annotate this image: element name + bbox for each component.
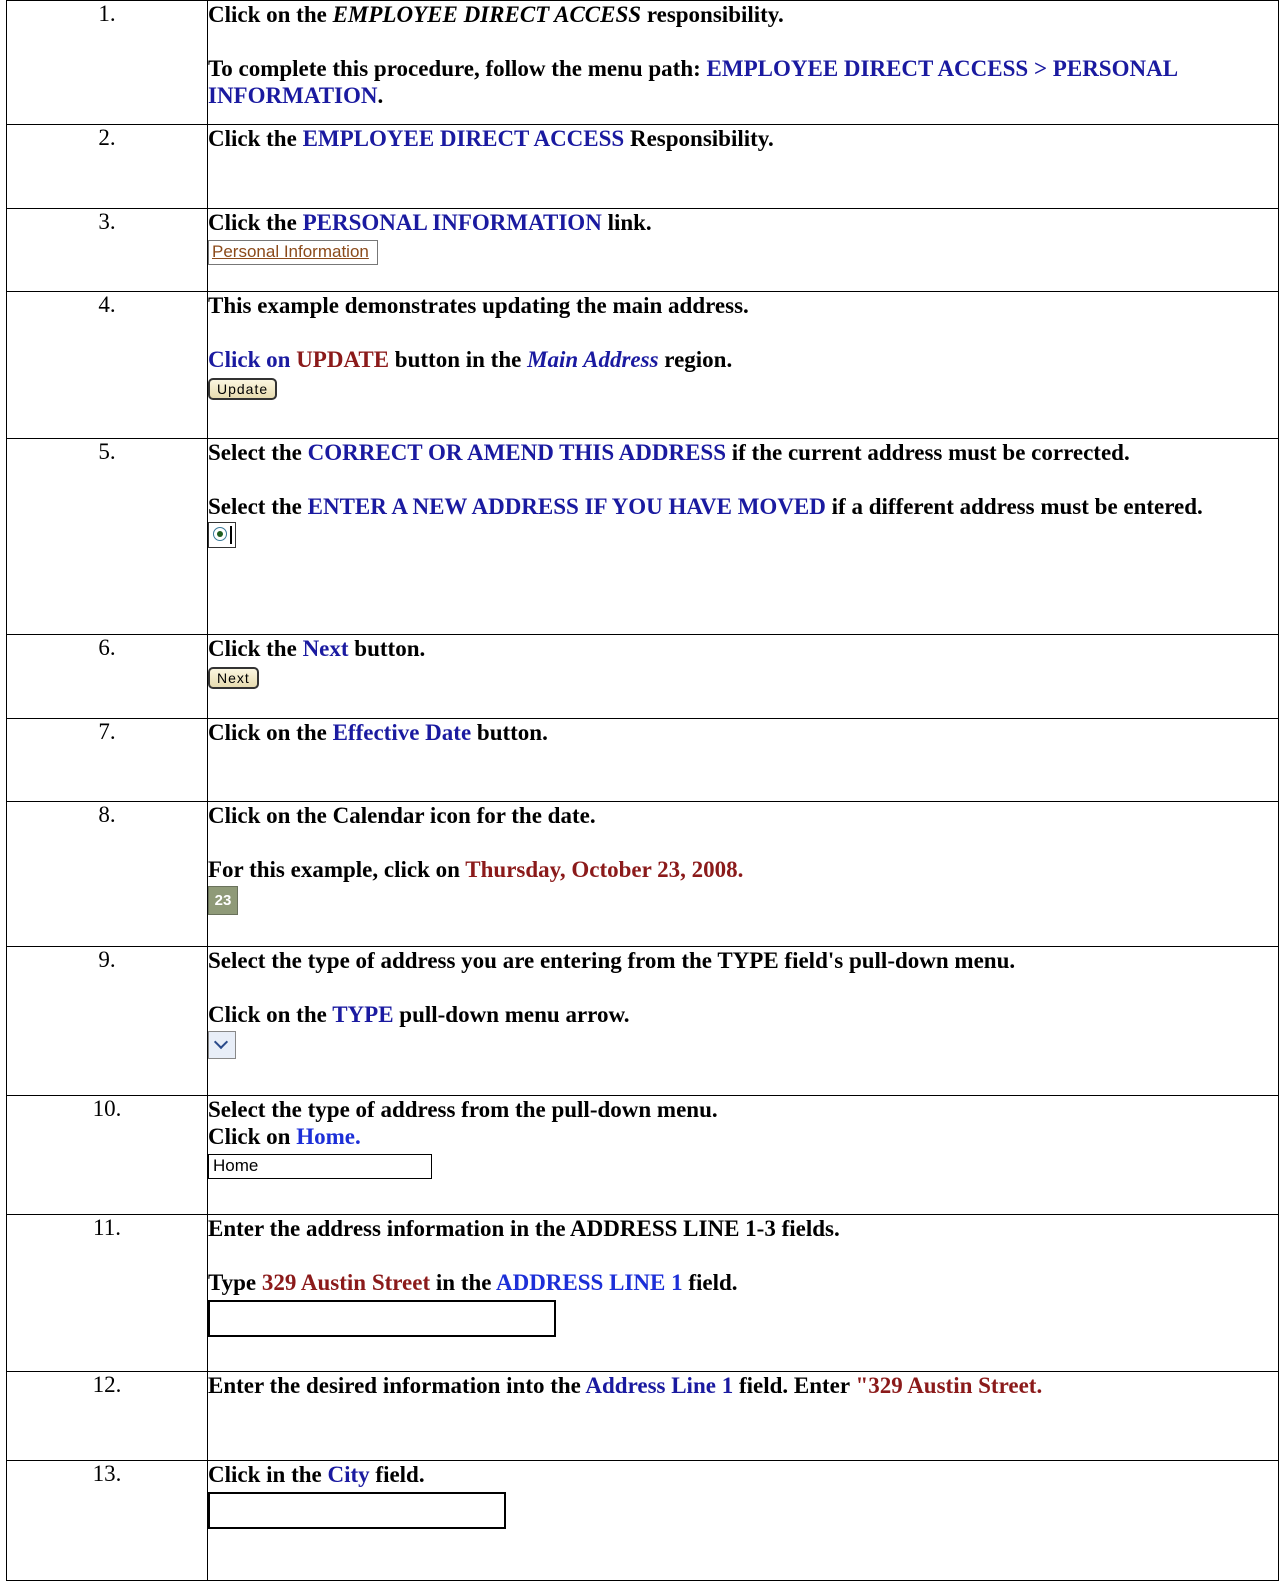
- option-name: CORRECT OR AMEND THIS ADDRESS: [307, 440, 726, 465]
- step-row: [7, 1461, 1279, 1581]
- step-instructions: [208, 1461, 1279, 1581]
- text: Click in the: [208, 1462, 328, 1487]
- step-number: 8.: [7, 802, 208, 947]
- step-row: [7, 1215, 1279, 1372]
- step-number: 5.: [7, 439, 208, 635]
- text: Type: [208, 1270, 262, 1295]
- personal-information-link[interactable]: Personal Information: [208, 240, 378, 265]
- text: Click on the Calendar icon for the date.: [208, 803, 596, 828]
- field-name: City: [327, 1462, 370, 1487]
- text: Click on the: [208, 2, 333, 27]
- button-name: UPDATE: [296, 347, 390, 372]
- step-instructions: [208, 802, 1279, 947]
- text: To complete this procedure, follow the menu path:: [208, 56, 707, 81]
- calendar-day-icon[interactable]: 23: [208, 886, 238, 915]
- step-number: 6.: [7, 635, 208, 719]
- step-instructions: [208, 292, 1279, 439]
- text: Click the: [208, 210, 303, 235]
- step-instructions: [208, 1, 1279, 125]
- text: responsibility.: [641, 2, 784, 27]
- step-row: [7, 1372, 1279, 1461]
- home-option[interactable]: Home: [208, 1154, 432, 1179]
- step-row: [7, 209, 1279, 292]
- menu-path: EMPLOYEE DIRECT ACCESS > PERSONAL INFORMATION: [208, 56, 1177, 108]
- text: Responsibility.: [624, 126, 774, 151]
- text: button.: [348, 636, 426, 661]
- text: Click on: [208, 347, 297, 372]
- step-row: [7, 1, 1279, 125]
- field-name: Address Line 1: [585, 1373, 734, 1398]
- dropdown-arrow-icon[interactable]: [208, 1031, 236, 1059]
- text: Select the type of address from the pull-down menu.: [208, 1097, 718, 1122]
- step-row: [7, 125, 1279, 209]
- field-name: ADDRESS LINE 1: [495, 1270, 683, 1295]
- step-row: [7, 947, 1279, 1096]
- step-instructions: [208, 719, 1279, 802]
- link-name: PERSONAL INFORMATION: [302, 210, 602, 235]
- step-instructions: [208, 1372, 1279, 1461]
- step-number: 7.: [7, 719, 208, 802]
- responsibility-name: EMPLOYEE DIRECT ACCESS: [332, 2, 642, 27]
- step-number: 11.: [7, 1215, 208, 1372]
- text: Enter the address information in the ADDRESS LINE 1-3 fields.: [208, 1216, 840, 1241]
- step-number: 12.: [7, 1372, 208, 1461]
- text: field.: [369, 1462, 425, 1487]
- step-instructions: [208, 209, 1279, 292]
- step-instructions: [208, 947, 1279, 1096]
- update-button[interactable]: Update: [208, 378, 277, 400]
- text: Enter the desired information into the: [208, 1373, 586, 1398]
- text: if a different address must be entered.: [825, 494, 1203, 519]
- step-row: [7, 1096, 1279, 1215]
- step-instructions: [208, 439, 1279, 635]
- text: pull-down menu arrow.: [393, 1002, 630, 1027]
- input-value: 329 Austin Street: [261, 1270, 431, 1295]
- text: field.: [682, 1270, 738, 1295]
- step-row: [7, 439, 1279, 635]
- text: Select the: [208, 440, 308, 465]
- address-line-1-input[interactable]: [208, 1300, 556, 1337]
- text: Click on the: [208, 720, 333, 745]
- text: Click the: [208, 126, 303, 151]
- city-input[interactable]: [208, 1492, 506, 1529]
- step-row: [7, 719, 1279, 802]
- step-number: 4.: [7, 292, 208, 439]
- text: Click on: [208, 1124, 297, 1149]
- text: Click the: [208, 636, 303, 661]
- procedure-steps-table: [6, 0, 1279, 1581]
- button-name: Next: [302, 636, 349, 661]
- text: For this example, click on: [208, 857, 466, 882]
- step-instructions: [208, 1096, 1279, 1215]
- step-instructions: [208, 1215, 1279, 1372]
- step-number: 10.: [7, 1096, 208, 1215]
- text: .: [377, 83, 384, 108]
- region-name: Main Address: [527, 347, 659, 372]
- radio-button-icon[interactable]: [208, 522, 236, 548]
- step-number: 9.: [7, 947, 208, 1096]
- text: Select the type of address you are entering from the TYPE field's pull-down menu.: [208, 948, 1016, 973]
- step-number: 2.: [7, 125, 208, 209]
- option-name: ENTER A NEW ADDRESS IF YOU HAVE MOVED: [307, 494, 826, 519]
- step-number: 13.: [7, 1461, 208, 1581]
- step-row: [7, 635, 1279, 719]
- text: if the current address must be corrected.: [726, 440, 1130, 465]
- text: button.: [471, 720, 548, 745]
- step-instructions: [208, 125, 1279, 209]
- step-row: [7, 802, 1279, 947]
- text: button in the: [389, 347, 528, 372]
- text: in the: [430, 1270, 496, 1295]
- next-button[interactable]: Next: [208, 667, 259, 689]
- step-row: [7, 292, 1279, 439]
- text: Select the: [208, 494, 308, 519]
- option-name: Home.: [296, 1124, 361, 1149]
- text: Click on the: [208, 1002, 333, 1027]
- field-name: TYPE: [332, 1002, 394, 1027]
- responsibility-name: EMPLOYEE DIRECT ACCESS: [302, 126, 625, 151]
- step-number: 3.: [7, 209, 208, 292]
- text: region.: [658, 347, 733, 372]
- text: field. Enter: [733, 1373, 856, 1398]
- input-value: "329 Austin Street.: [855, 1373, 1043, 1398]
- step-number: 1.: [7, 1, 208, 125]
- date-value: Thursday, October 23, 2008.: [465, 857, 744, 882]
- text: This example demonstrates updating the main address.: [208, 293, 749, 318]
- text: link.: [601, 210, 652, 235]
- step-instructions: [208, 635, 1279, 719]
- button-name: Effective Date: [332, 720, 472, 745]
